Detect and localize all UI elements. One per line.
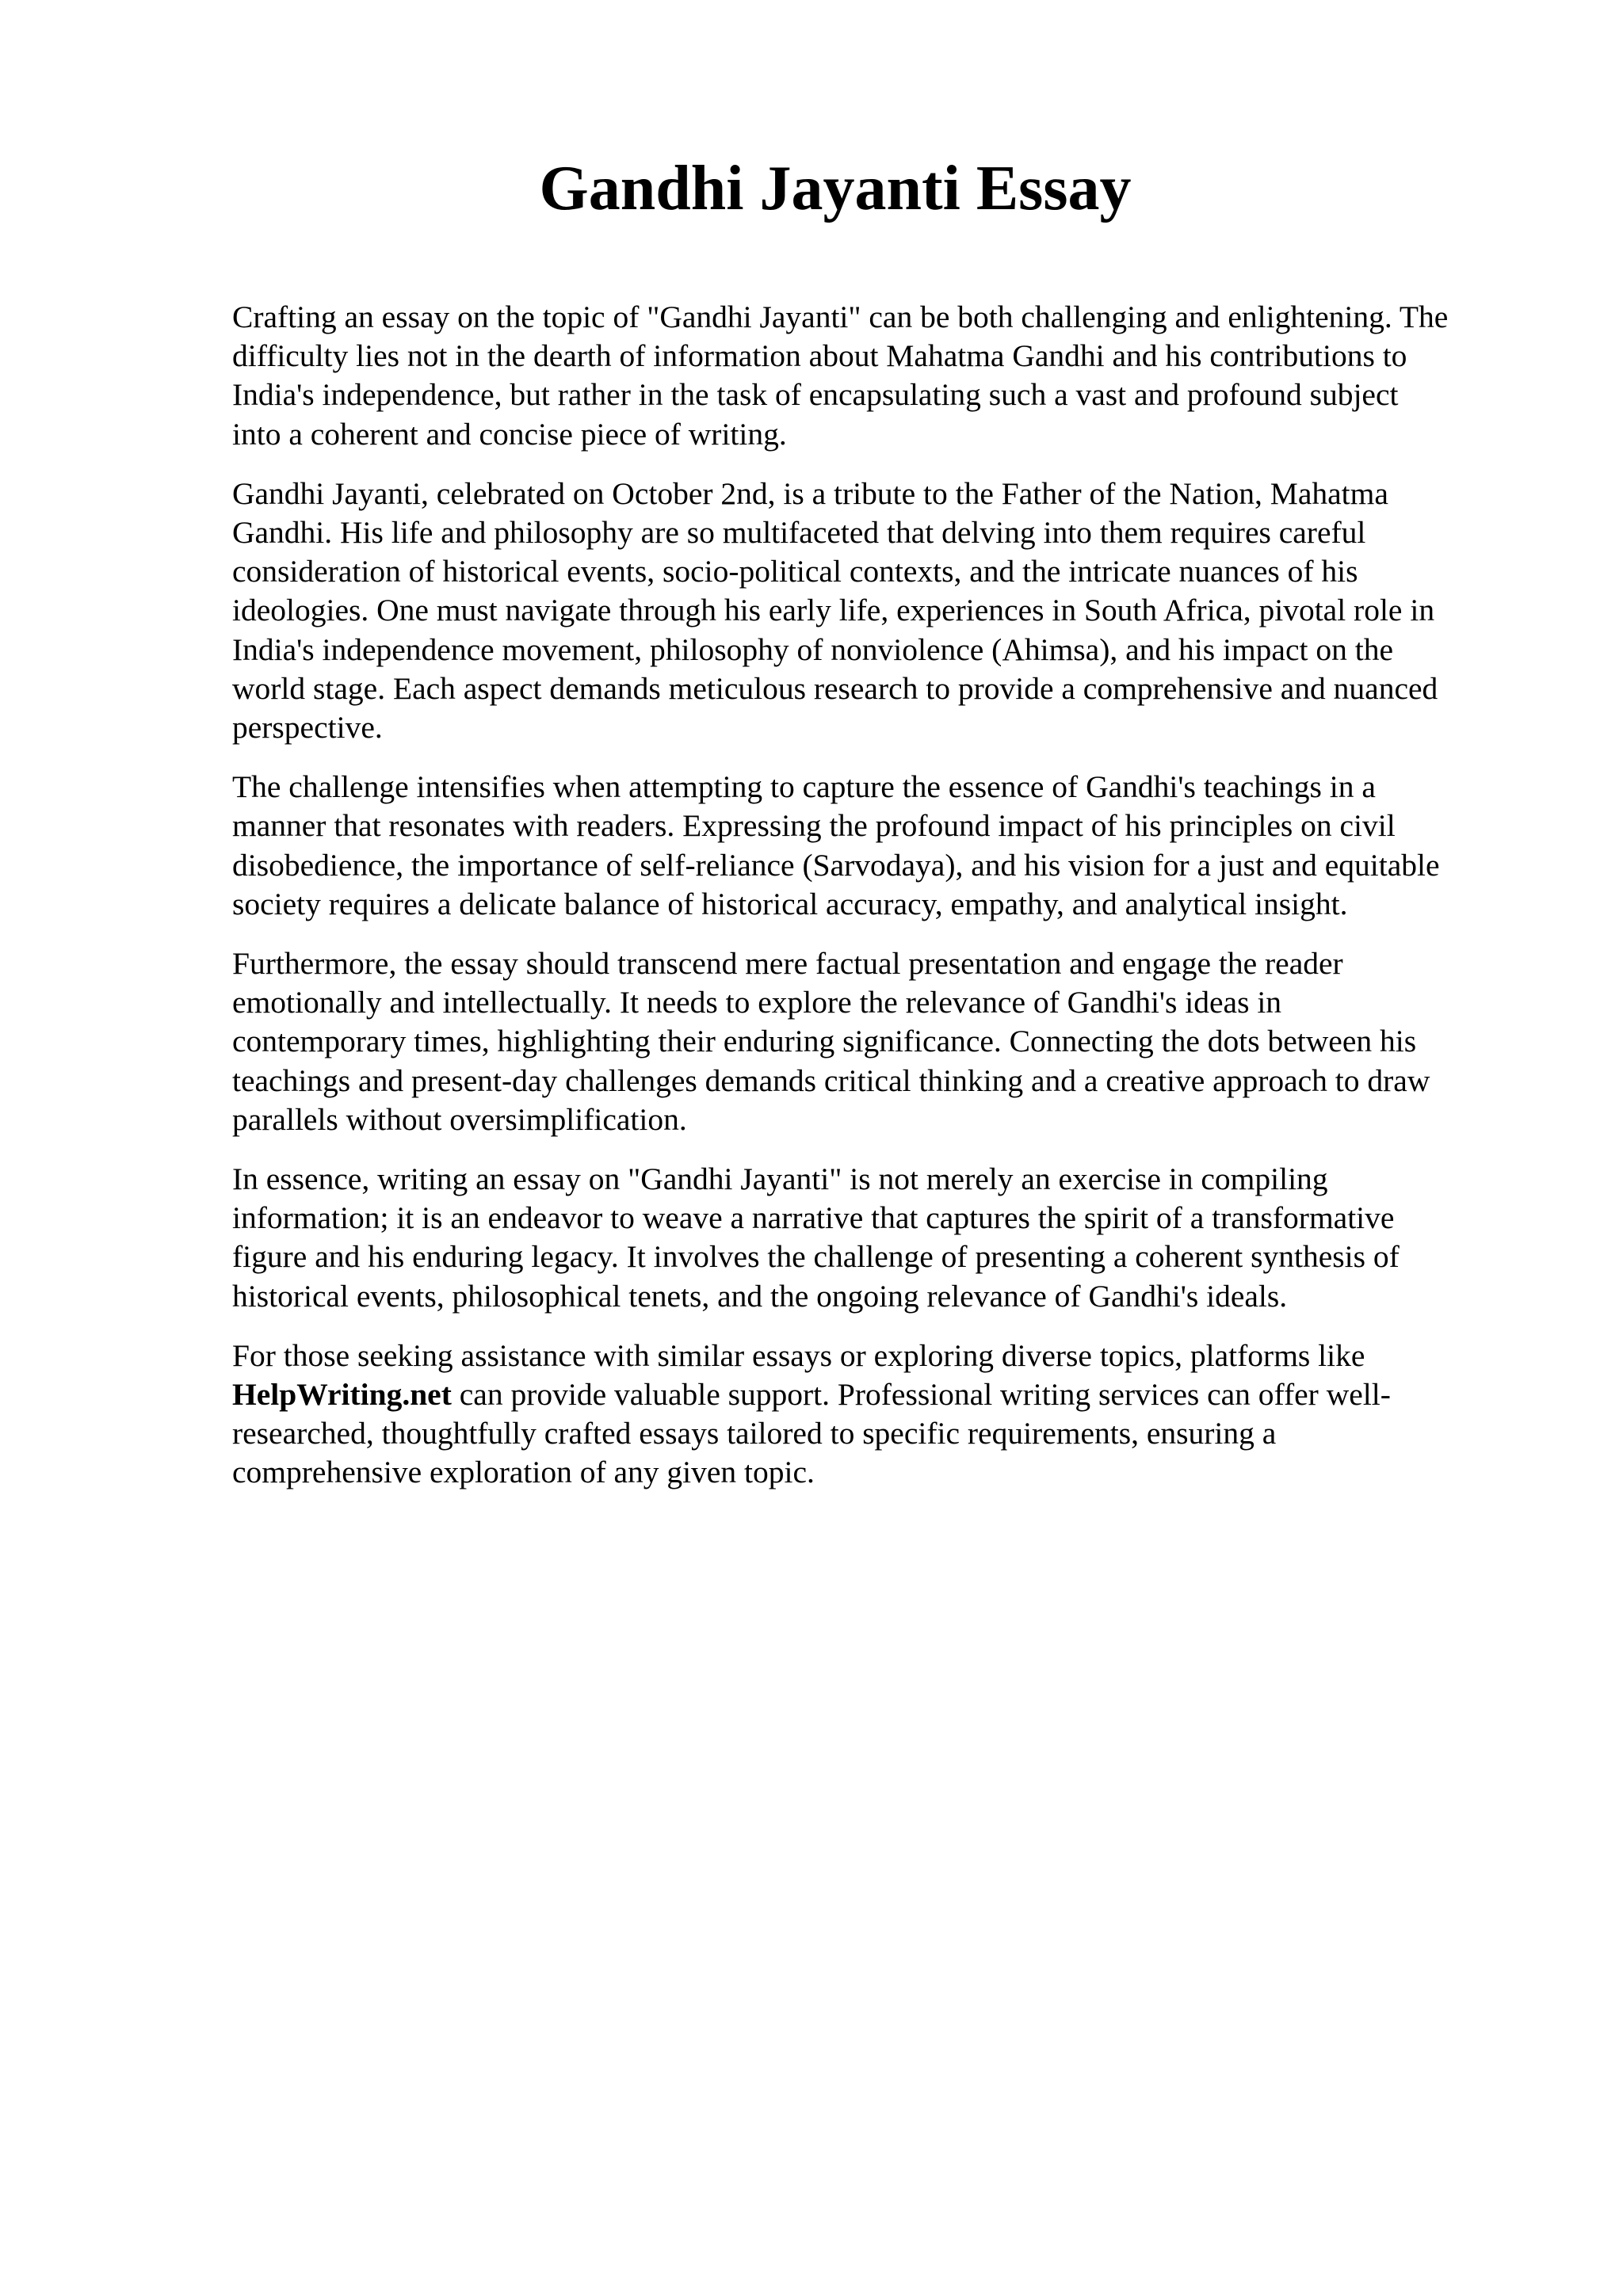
paragraph-line: India's independence movement, philosophy of nonviolence (Ahimsa), and his impact on the	[232, 631, 1393, 667]
paragraph-line: perspective.	[232, 710, 383, 746]
paragraph-5	[232, 1160, 1508, 1316]
paragraph-1	[232, 298, 1508, 454]
paragraph-line: emotionally and intellectually. It needs to explore the relevance of Gandhi's ideas in	[232, 985, 1282, 1020]
paragraph-line: figure and his enduring legacy. It involves the challenge of presenting a coherent synthesis of	[232, 1239, 1400, 1275]
paragraph-4	[232, 944, 1508, 1139]
paragraph-line: Furthermore, the essay should transcend mere factual presentation and engage the reader	[232, 946, 1343, 982]
paragraph-line: manner that resonates with readers. Expressing the profound impact of his principles on civil	[232, 808, 1396, 844]
paragraph-line: Gandhi. His life and philosophy are so multifaceted that delving into them requires careful	[232, 515, 1366, 551]
paragraph-line: Gandhi Jayanti, celebrated on October 2nd, is a tribute to the Father of the Nation, Mahatma	[232, 475, 1388, 511]
paragraph-line: comprehensive exploration of any given topic.	[232, 1455, 815, 1490]
paragraph-3	[232, 768, 1508, 924]
paragraph-line: researched, thoughtfully crafted essays tailored to specific requirements, ensuring a	[232, 1416, 1277, 1451]
paragraph-line: information; it is an endeavor to weave a narrative that captures the spirit of a transformative	[232, 1200, 1395, 1236]
paragraph-line: world stage. Each aspect demands meticulous research to provide a comprehensive and nuanced	[232, 670, 1438, 706]
paragraph-line: society requires a delicate balance of historical accuracy, empathy, and analytical insight.	[232, 886, 1348, 921]
paragraph-line: The challenge intensifies when attempting to capture the essence of Gandhi's teachings in a	[232, 769, 1376, 805]
paragraph-line: disobedience, the importance of self-reliance (Sarvodaya), and his vision for a just and equitable	[232, 847, 1440, 883]
page-title: Gandhi Jayanti Essay	[539, 154, 1132, 223]
paragraph-line: historical events, philosophical tenets, and the ongoing relevance of Gandhi's ideals.	[232, 1278, 1288, 1314]
paragraph-line: For those seeking assistance with similar essays or exploring diverse topics, platforms like	[232, 1337, 1365, 1373]
paragraph-line: into a coherent and concise piece of writing.	[232, 416, 787, 452]
paragraph-line: In essence, writing an essay on "Gandhi Jayanti" is not merely an exercise in compiling	[232, 1161, 1328, 1197]
paragraph-line: difficulty lies not in the dearth of information about Mahatma Gandhi and his contributions to	[232, 338, 1407, 374]
paragraph-2	[232, 475, 1508, 747]
paragraph-line: Crafting an essay on the topic of "Gandhi Jayanti" can be both challenging and enlightening. The	[232, 299, 1449, 334]
closing-line2-rest: can provide valuable support. Professional writing services can offer well-	[451, 1377, 1391, 1413]
paragraph-line: contemporary times, highlighting their enduring significance. Connecting the dots between his	[232, 1024, 1417, 1059]
paragraph-line: India's independence, but rather in the task of encapsulating such a vast and profound subject	[232, 377, 1399, 413]
paragraph-line: consideration of historical events, socio-political contexts, and the intricate nuances of his	[232, 554, 1358, 589]
paragraph-line: ideologies. One must navigate through his early life, experiences in South Africa, pivotal role in	[232, 593, 1435, 628]
paragraph-line-with-brand	[232, 1375, 1508, 1414]
paragraph-line: parallels without oversimplification.	[232, 1101, 687, 1137]
paragraph-closing	[232, 1337, 1508, 1493]
essay-body	[232, 298, 1508, 1513]
paragraph-line: teachings and present-day challenges demands critical thinking and a creative approach to draw	[232, 1062, 1430, 1098]
brand-link-helpwriting[interactable]: HelpWriting.net	[232, 1377, 452, 1413]
